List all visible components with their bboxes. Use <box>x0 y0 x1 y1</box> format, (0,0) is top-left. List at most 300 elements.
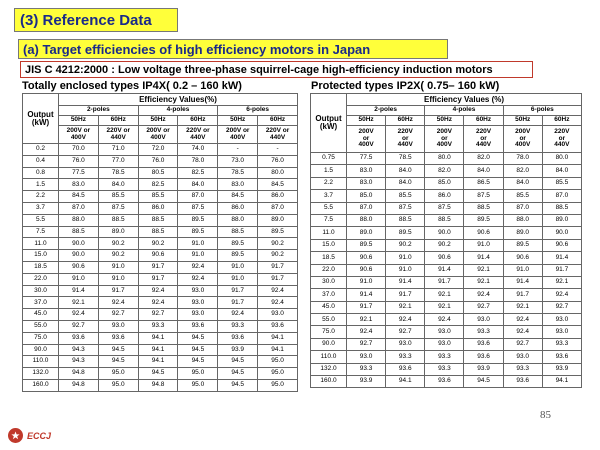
efficiency-cell: 93.0 <box>503 351 542 363</box>
efficiency-cell: 89.0 <box>98 226 138 238</box>
efficiency-cell: 87.0 <box>503 202 542 214</box>
efficiency-cell: 86.0 <box>258 191 298 203</box>
efficiency-cell: 93.0 <box>464 314 503 326</box>
efficiency-cell: 93.3 <box>503 363 542 375</box>
output-cell: 55.0 <box>23 320 59 332</box>
efficiency-cell: 88.5 <box>59 226 99 238</box>
voltage-label: 440V <box>269 133 286 141</box>
efficiency-cell: 92.7 <box>386 326 425 338</box>
efficiency-cell: 89.5 <box>464 214 503 226</box>
voltage-label: 400V <box>515 141 531 149</box>
output-cell: 11.0 <box>23 238 59 250</box>
efficiency-cell: 95.0 <box>178 379 218 391</box>
output-cell: 90.0 <box>23 344 59 356</box>
efficiency-cell: 94.1 <box>258 344 298 356</box>
efficiency-cell: 94.1 <box>138 344 178 356</box>
efficiency-cell: 91.0 <box>386 252 425 264</box>
efficiency-cell: 91.4 <box>425 264 464 276</box>
table-row <box>311 202 582 214</box>
efficiency-cell: 92.1 <box>386 301 425 313</box>
efficiency-cell: 92.4 <box>258 285 298 297</box>
output-cell: 18.5 <box>311 252 347 264</box>
efficiency-cell: 78.5 <box>218 167 258 179</box>
efficiency-cell: 89.0 <box>503 227 542 239</box>
table-row <box>23 344 298 356</box>
efficiency-cell: 90.6 <box>464 227 503 239</box>
voltage-label: or <box>362 134 370 142</box>
frequency-header: 50Hz <box>218 116 258 126</box>
efficiency-cell: 86.5 <box>464 177 503 189</box>
output-cell: 15.0 <box>311 239 347 251</box>
poles-header: 6-poles <box>218 106 298 116</box>
efficiency-cell: 93.0 <box>178 285 218 297</box>
table-row <box>311 338 582 350</box>
table-row <box>23 179 298 191</box>
output-cell: 132.0 <box>23 368 59 380</box>
output-cell: 1.5 <box>311 165 347 177</box>
efficiency-cell: 93.9 <box>347 376 386 388</box>
efficiency-cell: 87.0 <box>542 190 581 202</box>
efficiency-cell: 91.7 <box>138 273 178 285</box>
output-cell: 7.5 <box>23 226 59 238</box>
output-cell: 0.75 <box>311 153 347 165</box>
efficiency-cell: 76.0 <box>138 155 178 167</box>
voltage-header <box>542 126 581 153</box>
voltage-label: 220V or <box>265 127 290 134</box>
table-row <box>311 190 582 202</box>
efficiency-cell: 90.6 <box>542 239 581 251</box>
efficiency-cell: 92.4 <box>178 273 218 285</box>
efficiency-cell: 94.3 <box>59 356 99 368</box>
frequency-header: 50Hz <box>347 116 386 126</box>
efficiency-cell: 93.6 <box>218 332 258 344</box>
efficiency-cell: 94.8 <box>138 379 178 391</box>
efficiency-cell: 93.9 <box>218 344 258 356</box>
efficiency-cell: 83.0 <box>347 177 386 189</box>
efficiency-cell: 90.2 <box>138 238 178 250</box>
voltage-label: 200V or <box>225 127 250 134</box>
efficiency-cell: 90.2 <box>98 238 138 250</box>
output-unit: (kW) <box>31 117 50 127</box>
efficiency-cell: 94.5 <box>178 344 218 356</box>
efficiency-cell: 92.1 <box>59 297 99 309</box>
efficiency-cell: 84.0 <box>178 179 218 191</box>
output-cell: 5.5 <box>311 202 347 214</box>
jis-standard-label: JIS C 4212:2000 : Low voltage three-phase squirrel-cage high-efficiency induction motors <box>20 61 533 78</box>
efficiency-cell: 92.1 <box>425 289 464 301</box>
efficiency-cell: 90.6 <box>138 250 178 262</box>
efficiency-cell: 92.4 <box>138 297 178 309</box>
voltage-label: or <box>441 134 448 142</box>
efficiency-cell: 92.1 <box>503 301 542 313</box>
efficiency-cell: 91.7 <box>503 289 542 301</box>
efficiency-cell: 94.8 <box>59 368 99 380</box>
efficiency-cell: 93.0 <box>386 338 425 350</box>
efficiency-cell: 93.3 <box>464 326 503 338</box>
efficiency-cell: 91.7 <box>138 261 178 273</box>
efficiency-cell: 91.0 <box>178 250 218 262</box>
efficiency-cell: 95.0 <box>98 379 138 391</box>
efficiency-cell: 93.6 <box>258 320 298 332</box>
output-unit: (kW) <box>319 122 338 131</box>
voltage-label: or <box>519 134 526 142</box>
efficiency-cell: 94.5 <box>218 379 258 391</box>
table-row <box>23 214 298 226</box>
efficiency-cell: 85.0 <box>425 177 464 189</box>
efficiency-cell: 91.0 <box>503 264 542 276</box>
efficiency-cell: 94.1 <box>386 376 425 388</box>
efficiency-cell: 88.0 <box>59 214 99 226</box>
output-cell: 90.0 <box>311 338 347 350</box>
efficiency-cell: 92.1 <box>464 276 503 288</box>
efficiency-cell: 88.0 <box>218 214 258 226</box>
output-cell: 15.0 <box>23 250 59 262</box>
efficiency-cell: 91.4 <box>386 276 425 288</box>
efficiency-cell: 77.0 <box>98 155 138 167</box>
voltage-label: 440V <box>190 133 206 141</box>
efficiency-cell: 93.0 <box>542 314 581 326</box>
eccj-logo <box>8 428 51 443</box>
efficiency-cell: 85.5 <box>98 191 138 203</box>
frequency-header: 60Hz <box>386 116 425 126</box>
efficiency-cell: 93.6 <box>503 376 542 388</box>
efficiency-cell: 82.5 <box>138 179 178 191</box>
efficiency-cell: 87.5 <box>178 202 218 214</box>
voltage-label: 200V <box>358 128 374 136</box>
poles-header: 4-poles <box>425 106 503 116</box>
voltage-label: 220V <box>475 128 492 136</box>
output-cell: 75.0 <box>311 326 347 338</box>
table-row <box>311 165 582 177</box>
voltage-header <box>347 126 386 153</box>
output-cell: 37.0 <box>311 289 347 301</box>
efficiency-cell: 95.0 <box>258 356 298 368</box>
efficiency-cell: 93.0 <box>258 309 298 321</box>
voltage-header <box>59 126 99 144</box>
efficiency-cell: 93.0 <box>98 320 138 332</box>
efficiency-cell: 92.7 <box>464 301 503 313</box>
efficiency-cell: 85.5 <box>138 191 178 203</box>
table-row <box>23 320 298 332</box>
efficiency-cell: 89.5 <box>218 250 258 262</box>
efficiency-cell: 93.6 <box>178 320 218 332</box>
efficiency-cell: 91.7 <box>542 264 581 276</box>
efficiency-cell: 91.7 <box>347 301 386 313</box>
efficiency-cell: 78.5 <box>98 167 138 179</box>
output-cell: 0.2 <box>23 144 59 156</box>
table-row <box>311 264 582 276</box>
efficiency-cell: 89.5 <box>386 227 425 239</box>
efficiency-cell: 89.0 <box>542 214 581 226</box>
table-row <box>23 155 298 167</box>
poles-header: 2-poles <box>59 106 139 116</box>
output-cell: 2.2 <box>311 177 347 189</box>
efficiency-cell: 84.0 <box>542 165 581 177</box>
efficiency-cell: 88.0 <box>503 214 542 226</box>
efficiency-cell: 90.2 <box>258 238 298 250</box>
efficiency-cell: 84.5 <box>258 179 298 191</box>
efficiency-cell: 92.1 <box>347 314 386 326</box>
efficiency-cell: 80.0 <box>258 167 298 179</box>
efficiency-cell: 89.5 <box>178 226 218 238</box>
voltage-label: 220V or <box>186 127 210 134</box>
efficiency-cell: 72.0 <box>138 144 178 156</box>
efficiency-cell: 90.2 <box>258 250 298 262</box>
efficiency-cell: 86.0 <box>425 190 464 202</box>
efficiency-cell: 91.7 <box>218 285 258 297</box>
voltage-label: 400V <box>150 133 166 141</box>
table-row <box>311 376 582 388</box>
efficiency-cell: 91.7 <box>425 276 464 288</box>
efficiency-cell: 87.5 <box>464 190 503 202</box>
efficiency-cell: 93.0 <box>425 338 464 350</box>
output-cell: 22.0 <box>23 273 59 285</box>
frequency-header: 50Hz <box>503 116 542 126</box>
efficiency-cell: 90.0 <box>59 238 99 250</box>
efficiency-cell: 92.4 <box>347 326 386 338</box>
efficiency-cell: 89.5 <box>218 238 258 250</box>
efficiency-cell: 82.5 <box>178 167 218 179</box>
efficiency-cell: 90.2 <box>386 239 425 251</box>
efficiency-cell: 89.0 <box>347 227 386 239</box>
efficiency-cell: 90.0 <box>542 227 581 239</box>
frequency-header: 50Hz <box>59 116 99 126</box>
efficiency-cell: 89.0 <box>258 214 298 226</box>
efficiency-cell: 88.0 <box>347 214 386 226</box>
efficiency-cell: 80.0 <box>542 153 581 165</box>
efficiency-cell: 90.6 <box>59 261 99 273</box>
table-row <box>311 326 582 338</box>
efficiency-cell: 84.5 <box>59 191 99 203</box>
efficiency-cell: 93.6 <box>59 332 99 344</box>
efficiency-cell: 84.0 <box>503 177 542 189</box>
table-row <box>23 309 298 321</box>
efficiency-cell: 91.0 <box>98 273 138 285</box>
efficiency-cell: 88.5 <box>542 202 581 214</box>
efficiency-cell: 91.0 <box>464 239 503 251</box>
table-row <box>23 273 298 285</box>
efficiency-cell: 93.3 <box>138 320 178 332</box>
efficiency-cell: 94.5 <box>218 368 258 380</box>
output-cell: 30.0 <box>311 276 347 288</box>
table-row <box>23 250 298 262</box>
efficiency-cell: 80.0 <box>425 153 464 165</box>
output-cell: 132.0 <box>311 363 347 375</box>
efficiency-cell: 93.3 <box>218 320 258 332</box>
table-row <box>23 202 298 214</box>
voltage-header <box>425 126 464 153</box>
efficiency-cell: 95.0 <box>98 368 138 380</box>
voltage-header <box>503 126 542 153</box>
efficiency-cell: 92.4 <box>503 314 542 326</box>
table-row <box>311 239 582 251</box>
efficiency-cell: 85.5 <box>542 177 581 189</box>
efficiency-cell: 88.5 <box>138 214 178 226</box>
efficiency-cell: 88.5 <box>138 226 178 238</box>
efficiency-cell: 92.4 <box>218 309 258 321</box>
efficiency-cell: 88.5 <box>386 214 425 226</box>
output-cell: 0.4 <box>23 155 59 167</box>
efficiency-cell: 90.6 <box>503 252 542 264</box>
voltage-label: 200V <box>515 128 531 136</box>
efficiency-cell: 90.6 <box>347 252 386 264</box>
voltage-label: 440V <box>554 141 570 149</box>
output-cell: 110.0 <box>311 351 347 363</box>
voltage-label: 200V or <box>66 127 91 134</box>
efficiency-cell: 76.0 <box>258 155 298 167</box>
efficiency-cell: 91.0 <box>386 264 425 276</box>
voltage-label: 200V or <box>146 127 170 134</box>
efficiency-cell: 73.0 <box>218 155 258 167</box>
efficiency-cell: 88.5 <box>218 226 258 238</box>
efficiency-cell: 91.0 <box>347 276 386 288</box>
table-row <box>311 177 582 189</box>
output-header <box>311 94 347 153</box>
efficiency-cell: 90.2 <box>425 239 464 251</box>
efficiency-cell: 91.7 <box>386 289 425 301</box>
output-cell: 45.0 <box>311 301 347 313</box>
voltage-header <box>258 126 298 144</box>
efficiency-cell: 93.0 <box>178 297 218 309</box>
output-cell: 160.0 <box>23 379 59 391</box>
table-row <box>23 285 298 297</box>
efficiency-cell: 92.1 <box>542 276 581 288</box>
efficiency-cell: 92.7 <box>98 309 138 321</box>
efficiency-cell: 94.1 <box>542 376 581 388</box>
left-table-heading: Totally enclosed types IP4X( 0.2 – 160 kW) <box>22 80 242 92</box>
voltage-header <box>464 126 503 153</box>
efficiency-cell: 91.7 <box>258 261 298 273</box>
output-cell: 160.0 <box>311 376 347 388</box>
efficiency-cell: 95.0 <box>258 379 298 391</box>
efficiency-cell: 92.7 <box>542 301 581 313</box>
table-row <box>311 227 582 239</box>
efficiency-cell: 93.3 <box>386 351 425 363</box>
efficiency-cell: 94.3 <box>59 344 99 356</box>
output-cell: 55.0 <box>311 314 347 326</box>
voltage-header <box>218 126 258 144</box>
efficiency-cell: 83.0 <box>59 179 99 191</box>
table-row <box>23 332 298 344</box>
table-row <box>23 261 298 273</box>
efficiency-cell: 87.5 <box>425 202 464 214</box>
efficiency-cell: - <box>258 144 298 156</box>
table-row <box>311 252 582 264</box>
efficiency-cell: 82.0 <box>425 165 464 177</box>
poles-header: 4-poles <box>138 106 218 116</box>
efficiency-cell: 91.0 <box>178 238 218 250</box>
efficiency-cell: 93.6 <box>464 351 503 363</box>
efficiency-cell: 93.3 <box>347 363 386 375</box>
efficiency-cell: 94.1 <box>138 356 178 368</box>
protected-efficiency-table <box>310 93 582 388</box>
efficiency-cell: 84.0 <box>98 179 138 191</box>
efficiency-cell: 92.4 <box>386 314 425 326</box>
efficiency-cell: 92.4 <box>542 289 581 301</box>
efficiency-header: Efficiency Values (%) <box>347 94 582 106</box>
output-label: Output <box>27 109 54 119</box>
efficiency-cell: 92.7 <box>503 338 542 350</box>
efficiency-cell: 87.5 <box>98 202 138 214</box>
efficiency-cell: 94.5 <box>178 332 218 344</box>
efficiency-cell: 91.0 <box>59 273 99 285</box>
efficiency-cell: 88.5 <box>425 214 464 226</box>
table-row <box>23 191 298 203</box>
table-row <box>311 351 582 363</box>
efficiency-cell: 89.5 <box>347 239 386 251</box>
efficiency-cell: 93.6 <box>386 363 425 375</box>
efficiency-header: Efficiency Values(%) <box>59 94 298 106</box>
voltage-label: 440V <box>475 141 492 149</box>
efficiency-cell: 93.0 <box>542 326 581 338</box>
efficiency-cell: 92.4 <box>258 297 298 309</box>
eccj-logo-text: ECCJ <box>27 430 52 441</box>
efficiency-cell: 90.2 <box>98 250 138 262</box>
efficiency-cell: 93.9 <box>464 363 503 375</box>
voltage-label: 400V <box>230 133 246 141</box>
table-row <box>23 144 298 156</box>
efficiency-cell: 77.5 <box>347 153 386 165</box>
output-cell: 1.5 <box>23 179 59 191</box>
voltage-label: 220V <box>397 128 413 136</box>
section-subtitle: (a) Target efficiencies of high efficiency motors in Japan <box>18 39 448 59</box>
efficiency-cell: 83.0 <box>218 179 258 191</box>
efficiency-cell: 70.0 <box>59 144 99 156</box>
table-row <box>311 214 582 226</box>
efficiency-cell: 85.5 <box>503 190 542 202</box>
frequency-header: 50Hz <box>425 116 464 126</box>
frequency-header: 50Hz <box>138 116 178 126</box>
efficiency-cell: 89.5 <box>258 226 298 238</box>
voltage-header <box>98 126 138 144</box>
table-row <box>311 314 582 326</box>
output-cell: 11.0 <box>311 227 347 239</box>
efficiency-cell: 93.6 <box>98 332 138 344</box>
efficiency-cell: 80.5 <box>138 167 178 179</box>
voltage-label: 400V <box>70 133 86 141</box>
output-cell: 18.5 <box>23 261 59 273</box>
efficiency-cell: 88.5 <box>98 214 138 226</box>
efficiency-cell: 93.0 <box>178 309 218 321</box>
efficiency-cell: 86.0 <box>218 202 258 214</box>
output-cell: 45.0 <box>23 309 59 321</box>
efficiency-cell: 91.4 <box>464 252 503 264</box>
efficiency-cell: 92.7 <box>347 338 386 350</box>
right-table-heading: Protected types IP2X( 0.75– 160 kW) <box>311 80 500 92</box>
table-row <box>23 356 298 368</box>
efficiency-cell: 89.5 <box>178 214 218 226</box>
efficiency-cell: 91.0 <box>218 261 258 273</box>
efficiency-cell: 84.0 <box>464 165 503 177</box>
efficiency-cell: 87.0 <box>178 191 218 203</box>
efficiency-cell: 92.4 <box>464 289 503 301</box>
efficiency-cell: 94.1 <box>258 332 298 344</box>
page-number: 85 <box>540 409 551 421</box>
efficiency-cell: 87.5 <box>386 202 425 214</box>
efficiency-cell: 87.0 <box>347 202 386 214</box>
efficiency-cell: 93.6 <box>542 351 581 363</box>
efficiency-cell: 87.0 <box>59 202 99 214</box>
efficiency-cell: 94.8 <box>59 379 99 391</box>
efficiency-cell: 92.7 <box>138 309 178 321</box>
efficiency-cell: 91.0 <box>98 261 138 273</box>
voltage-label: 440V <box>397 141 413 149</box>
voltage-header <box>386 126 425 153</box>
frequency-header: 60Hz <box>258 116 298 126</box>
voltage-label: 400V <box>358 141 374 149</box>
efficiency-cell: 91.0 <box>218 273 258 285</box>
voltage-label: or <box>480 134 487 142</box>
